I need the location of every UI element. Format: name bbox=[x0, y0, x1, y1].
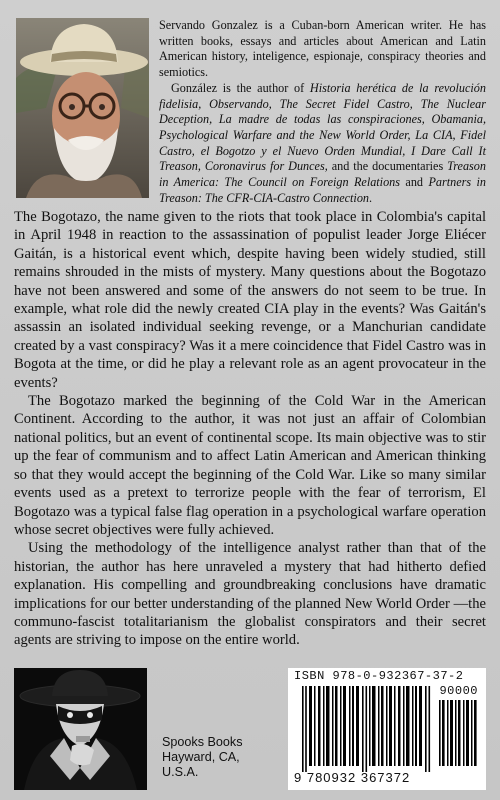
isbn-barcode bbox=[288, 668, 486, 790]
bio-intro: González is the author of bbox=[171, 80, 310, 95]
ean-bars bbox=[302, 686, 434, 772]
publisher-info bbox=[162, 735, 243, 780]
bio-paragraph-1: Servando Gonzalez is a Cuban-born American writer. He has written books, essays and articles about American and Latin American history, inteligence, espionaje, conspiracy theories and semiotics. bbox=[159, 18, 486, 80]
bio-book-list: Historia herética de la revolución fidelisia, Observando, The Secret Fidel Castro, The Nuclear Deception, La madre de todas las conspiraciones, Obamania, Psychological Warfare and the New World Order, La CIA, Fidel Castro, el Bogotzo y el Nuevo Orden Mundial, I Dare Call It Treason, Coronavirus for Dunces, bbox=[159, 80, 486, 174]
bio-documentary-1: Treason in America: The Council on Foreign Relations bbox=[159, 159, 486, 190]
isbn-text: ISBN 978-0-932367-37-2 bbox=[294, 669, 464, 683]
publisher-logo bbox=[14, 668, 147, 790]
publisher-country: U.S.A. bbox=[162, 765, 199, 779]
bio-and: and bbox=[400, 175, 429, 190]
bio-paragraph-2 bbox=[159, 81, 486, 207]
publisher-name: Spooks Books bbox=[162, 735, 243, 749]
blurb-paragraph-1: The Bogotazo, the name given to the riots that took place in Colombia's capital in April 1948 in reaction to the assassination of populist leader Jorge Eliécer Gaitán, is a historical event which, despite having been widely studied, still remains shrouded in the mists of mystery. Many questions about the Bogotazo have not been answered and some of the answers do not seem to be true. In example, what role did the newly created CIA play in the events? Was Gaitán's assassin an isolated individual seeking revenge, or a Manchurian candidate created by a vast conspiracy? Was it a mere coincidence that Fidel Castro was in Bogota at the time, or did he play a relevant role as an agent provocateur in the events? bbox=[14, 209, 486, 391]
bio-end: . bbox=[369, 190, 373, 205]
blurb-paragraph-2: The Bogotazo marked the beginning of the Cold War in the American Continent. According to the author, it was not just an affair of Colombian national politics, but an event of continental scope. Its main objective was to stir up the fear of communism and to affect Latin American and American thinking so that they would accept the beginning of the Cold War. Like so many similar events used as a pretext to terrorize people with the fear of terrorism, El Bogotazo was a typical false flag operation in a psychological warfare operation whose secret objectives were fully achieved. bbox=[14, 393, 486, 538]
price-bars bbox=[439, 700, 479, 766]
author-photo bbox=[16, 18, 149, 198]
price-code: 90000 bbox=[439, 684, 478, 698]
ean-digits: 9 780932 367372 bbox=[294, 770, 411, 785]
blurb-paragraph-3: Using the methodology of the intelligence analyst rather than that of the historian, the author has here unraveled a mystery that had hitherto defied explanation. His compelling and groundbreaking conclusions have dramatic implications for our better understanding of the planned New World Order —the communo-fascist totalitarianism the globalist conspirators and their secret agents are striving to impose on the entire world. bbox=[14, 540, 486, 649]
publisher-city: Hayward, CA, bbox=[162, 750, 240, 764]
bio-documentary-2: Partners in Treason: The CFR-CIA-Castro Connection bbox=[159, 175, 487, 205]
bio-mid: and the documentaries bbox=[327, 159, 448, 174]
blurb bbox=[14, 208, 486, 650]
author-bio bbox=[159, 18, 486, 206]
